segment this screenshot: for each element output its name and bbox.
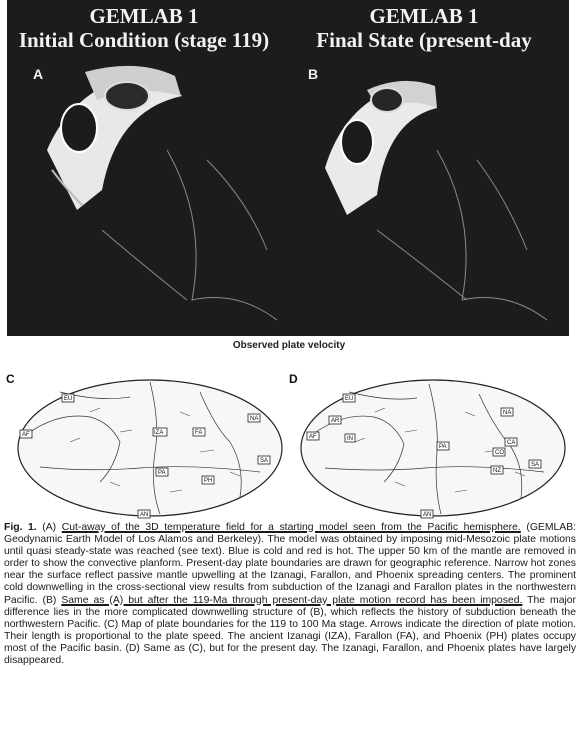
map-c-letter: C xyxy=(6,372,15,386)
caption-c-text: Map of plate boundaries for the 119 to 100 Ma stage. Arrows indicate the direction of plate motion. Their length is proportional to the plate speed. The ancient Izanagi (IZA), Farallon (FA), and Phoenix (PH) plates occupy most of the Pacific basin. xyxy=(4,618,576,654)
map-c-plate-label: AN xyxy=(140,512,149,518)
caption-b-label: (B) xyxy=(42,594,57,606)
map-c-plate-label: PA xyxy=(158,470,166,476)
map-d-plate-boundaries xyxy=(289,372,578,520)
map-c-plate-label: PH xyxy=(204,478,213,484)
panel-b-cutaway xyxy=(325,81,437,215)
caption-b-underlined: Same as (A) but after the 119-Ma through present-day plate motion record has been imposed. xyxy=(61,594,523,606)
panel-b-title-line2: Final State (present-day xyxy=(316,28,532,52)
map-d-plate-label: SA xyxy=(531,462,540,468)
panel-b-title-line1: GEMLAB 1 xyxy=(369,4,479,28)
panel-a-title-line2: Initial Condition (stage 119) xyxy=(18,28,270,52)
plate-boundary-lines xyxy=(102,150,547,320)
map-d-plate-label: AR xyxy=(331,418,340,424)
velocity-caption: Observed plate velocity xyxy=(232,340,346,351)
map-d-plate-label: CA xyxy=(507,440,516,446)
map-d-plate-label: PA xyxy=(439,444,447,450)
panel-a-letter: A xyxy=(33,66,44,82)
temperature-field-panel xyxy=(7,0,569,336)
map-d-plate-label: CO xyxy=(495,450,504,456)
caption-a-label: (A) xyxy=(42,522,57,533)
caption-c-label: (C) xyxy=(103,618,119,630)
map-c-plate-label: AF xyxy=(22,432,30,438)
map-c-plate-label: IZA xyxy=(154,430,164,436)
caption-a-text: (GEMLAB: Geodynamic Earth Model of Los Alamos and Berkeley). The model was obtained by imposing mid-Mesozoic plate motions until quasi steady-state was reached (see text). Blue is cold and red is hot. The upper 50 km of the mantle are removed in order to show the convective planform. Present-day plate boundaries are drawn for geographic reference. Narrow hot zones near the surface reflect passive mantle upwelling at the Izanagi, Farallon, and Phoenix spreading centers. The prominent cold downwelling in the cross-sectional view results from subduction of the Izanagi and Farallon plates in the northwestern Pacific. xyxy=(4,522,577,606)
panel-a-title xyxy=(9,4,279,52)
map-d-plate-label: AF xyxy=(309,434,317,440)
map-d-plate-label: NA xyxy=(503,410,512,416)
panel-b-letter: B xyxy=(308,66,319,82)
panel-a-title-line1: GEMLAB 1 xyxy=(89,4,199,28)
map-d-plate-label: AN xyxy=(423,512,432,518)
panel-a-cutaway xyxy=(47,66,182,210)
caption-b-text: The major difference lies in the more complicated downwelling structure of (B), which reflects the history of subduction beneath the northwestern Pacific. xyxy=(4,594,577,630)
caption-a-underlined: Cut-away of the 3D temperature field for a starting model seen from the Pacific hemisphere. xyxy=(61,522,521,533)
map-c-plate-label: SA xyxy=(260,458,269,464)
map-c-plate-label: NA xyxy=(250,416,259,422)
map-d-letter: D xyxy=(289,372,298,386)
figure-caption xyxy=(4,522,576,667)
caption-d-text: Same as (C), but for the present day. The Izanagi, Farallon, and Phoenix plates have largely disappeared. xyxy=(4,642,577,667)
map-c-plate-boundaries xyxy=(0,372,289,520)
map-c-plate-label: FA xyxy=(195,430,203,436)
map-d-plate-label: NZ xyxy=(493,468,501,474)
panel-b-title xyxy=(289,4,559,52)
map-d-plate-label: IN xyxy=(347,436,353,442)
map-d-plate-label: EU xyxy=(345,396,354,402)
fig-label: Fig. 1. xyxy=(4,522,37,533)
caption-d-label: (D) xyxy=(125,642,140,654)
map-c-plate-label: EU xyxy=(64,396,73,402)
